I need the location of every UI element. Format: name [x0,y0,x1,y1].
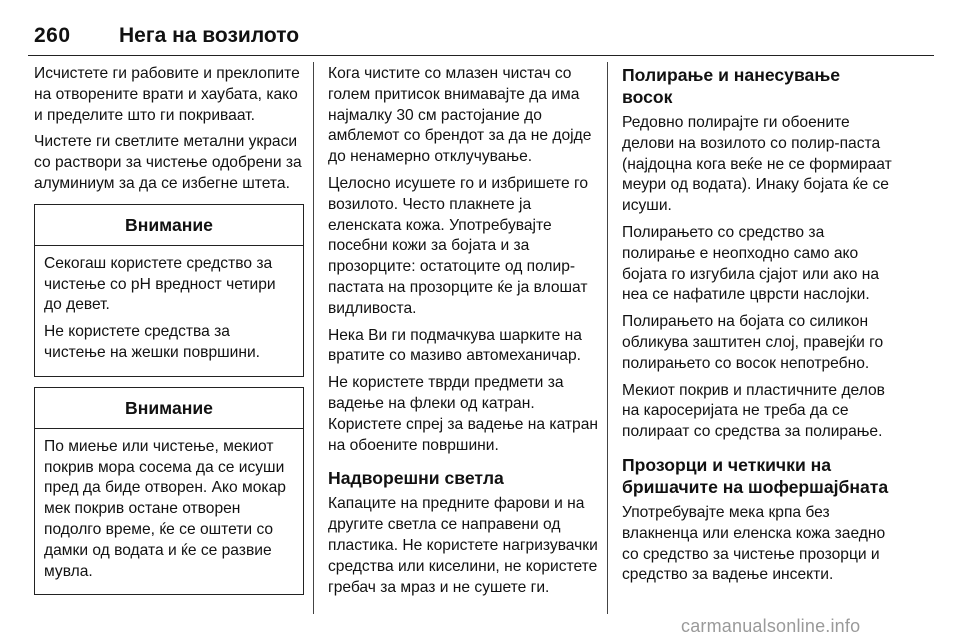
column-3 [622,64,892,592]
body-paragraph: Чистете ги светлите метални украси со раствори за чистење одобрени за алуминиум за да се избегне штета. [34,133,302,192]
body-paragraph: Полирањето со средство за полирање е неопходно само ако бојата го изгубила сјајот или ако на неа се нафатиле цврсти наслојки. [622,223,879,304]
section-heading-exterior-lights: Надворешни светла [328,468,504,489]
watermark: carmanualsonline.info [681,616,861,636]
notice-box-soft-top [34,387,304,596]
body-paragraph: Мекиот покрив и пластичните делов на каросеријата не треба да се полираат со средства за полирање. [622,381,885,441]
notice-paragraph: Секогаш користете средство за чистење со pH вредност четири до девет. [44,254,276,314]
body-paragraph: Полирањето на бојата со силикон обликува заштитен слој, правејќи го полирањето со восок непотребно. [622,313,884,372]
page-header [28,22,934,56]
notice-heading: Внимание [35,388,303,429]
section-heading-windows-wipers: Прозорци и четкички на бришачите на шофершајбната [622,454,889,497]
running-title: Нега на возилото [119,24,300,47]
body-paragraph: Целосно исушете го и избришете го возилото. Често плакнете ја еленската кожа. Употребувајте посебни кожи за бојата и за прозорците: остатоците од полир-пастата на прозорците ќе ја влошат видливоста. [328,174,589,317]
notice-paragraph: По миење или чистење, мекиот покрив мора сосема да се исуши пред да биде отворен. Ако мокар мек покрив остане отворен подолго време, ќе се оштети со дамки од водата и ќе се развие мувла. [44,437,286,580]
body-paragraph: Исчистете ги рабовите и преклопите на отворените врати и хаубата, како и пределите што ги покриваат. [34,65,300,124]
body-paragraph: Употребувајте мека крпа без влакненца или еленска кожа заедно со средство за чистење прозорци и средство за вадење инсекти. [622,503,886,584]
body-paragraph: Редовно полирајте ги обоените делови на возилото со полир-паста (најдоцна кога веќе не се формираат меури од водата). Инаку бојата ќе се исуши. [622,114,892,215]
body-paragraph: Не користете тврди предмети за вадење на флеки од катран. Користете спреј за вадење на катран на обоените површини. [328,374,599,454]
page-number: 260 [34,24,71,47]
notice-box-ph [34,204,304,377]
column-divider-left [313,62,314,614]
notice-body [35,429,303,595]
column-divider-right [607,62,608,614]
column-1 [34,64,306,595]
notice-body [35,246,303,376]
section-heading-polishing: Полирање и нанесување восок [622,65,841,107]
notice-heading: Внимание [35,205,303,246]
column-2 [328,64,598,604]
notice-paragraph: Не користете средства за чистење на жешки површини. [44,323,260,361]
body-paragraph: Кога чистите со млазен чистач со голем притисок внимавајте да има најмалку 30 см растојание до амблемот со брендот за да не дојде до ненамерно отклучување. [328,65,592,166]
body-paragraph: Нека Ви ги подмачкува шарките на вратите со мазиво автомеханичар. [328,326,582,365]
body-paragraph: Капаците на предните фарови и на другите светла се направени од пластика. Не користете нагризувачки средства или киселини, не користете гребач за мраз и не сушете ги. [328,495,598,596]
